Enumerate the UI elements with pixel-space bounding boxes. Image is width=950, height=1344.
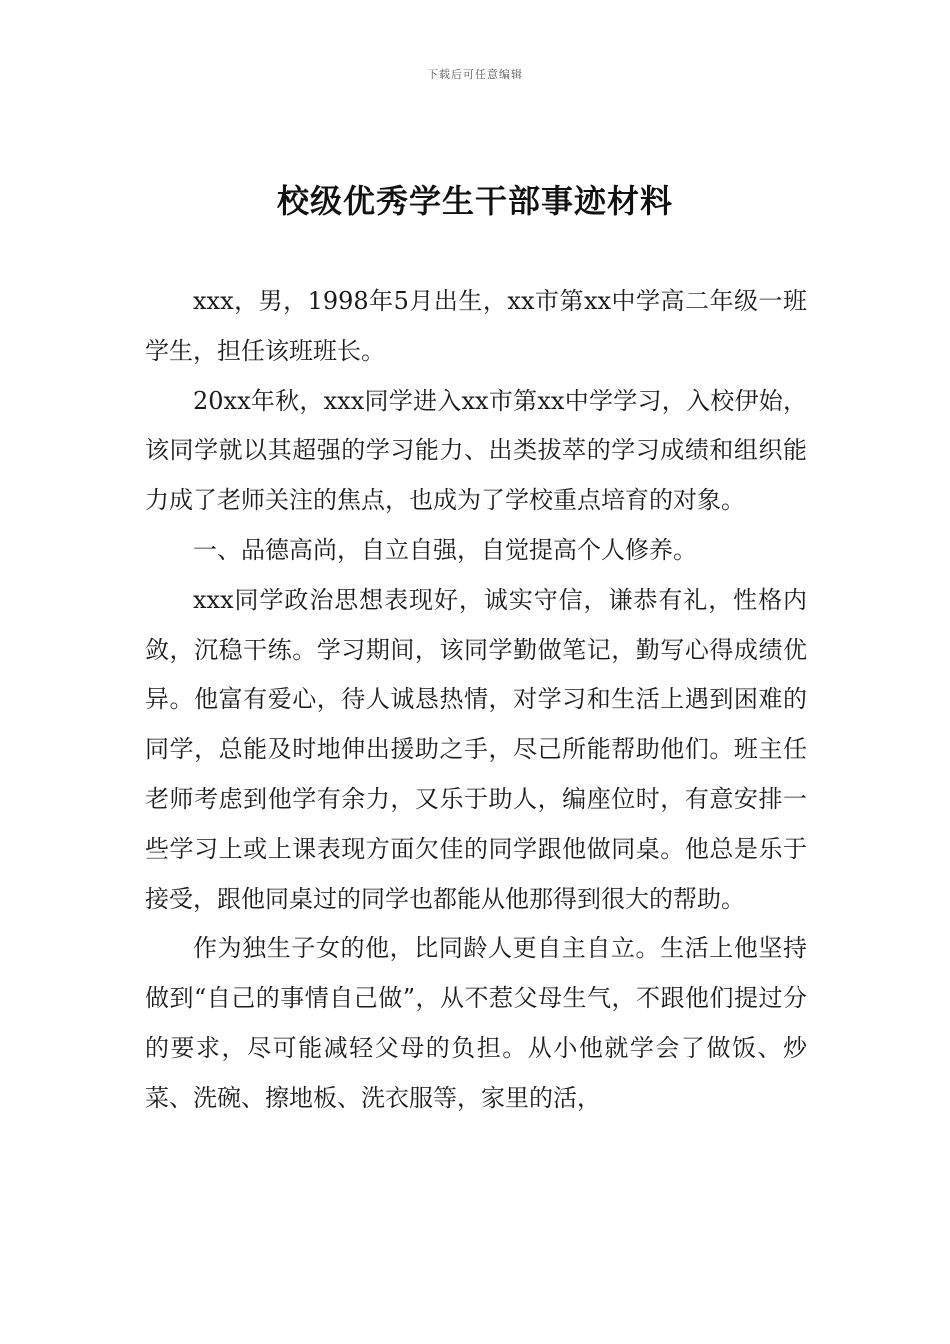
document-body: [145, 277, 807, 1124]
paragraph-intro: xxx，男，1998年5月出生，xx市第xx中学高二年级一班学生，担任该班班长。: [145, 287, 807, 365]
header-note: 下载后可任意编辑: [427, 68, 523, 81]
paragraph-character: xxx同学政治思想表现好，诚实守信，谦恭有礼，性格内敛，沉稳干练。学习期间，该同学勤做笔记，勤写心得成绩优异。他富有爱心，待人诚恳热情，对学习和生活上遇到困难的同学，总能及时地伸出援助之手，尽己所能帮助他们。班主任老师考虑到他学有余力，又乐于助人，编座位时，有意安排一些学习上或上课表现方面欠佳的同学跟他做同桌。他总是乐于接受，跟他同桌过的同学也都能从他那得到很大的帮助。: [145, 585, 807, 913]
document-title: 校级优秀学生干部事迹材料: [276, 182, 673, 220]
paragraph-enrollment: 20xx年秋，xxx同学进入xx市第xx中学学习，入校伊始，该同学就以其超强的学习能力、出类拔萃的学习成绩和组织能力成了老师关注的焦点，也成为了学校重点培育的对象。: [145, 386, 807, 515]
paragraph-independence: 作为独生子女的他，比同龄人更自主自立。生活上他坚持做到“自己的事情自己做”，从不惹父母生气，不跟他们提过分的要求，尽可能减轻父母的负担。从小他就学会了做饭、炒菜、洗碗、擦地板、洗衣服等，家里的活，: [145, 934, 807, 1112]
section-heading-1: 一、品德高尚，自立自强，自觉提高个人修养。: [193, 535, 697, 564]
